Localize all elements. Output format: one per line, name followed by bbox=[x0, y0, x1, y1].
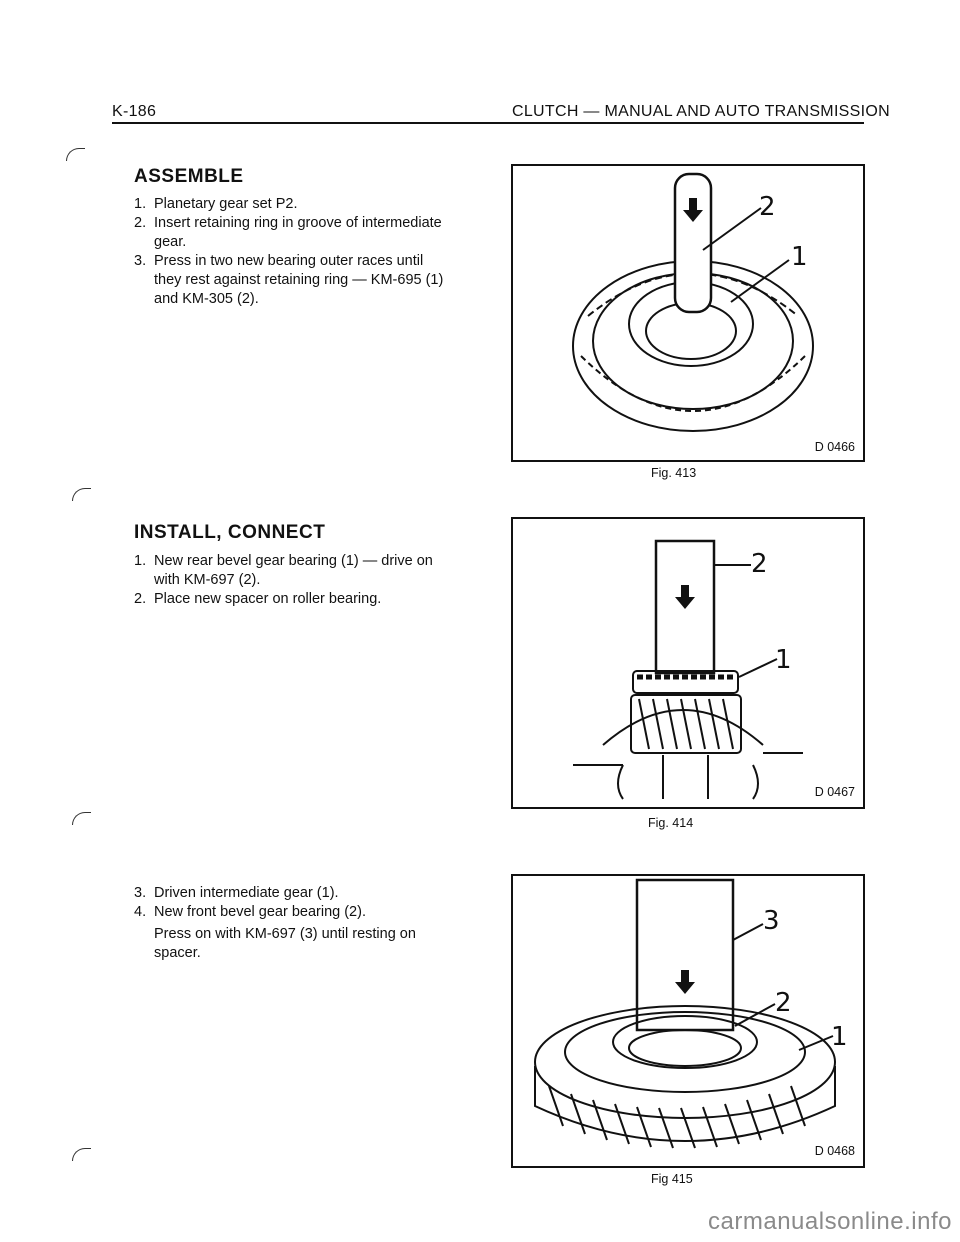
assemble-steps bbox=[134, 195, 444, 309]
section-heading-install-connect: INSTALL, CONNECT bbox=[134, 522, 326, 543]
step-item: 2. Place new spacer on roller bearing. bbox=[134, 591, 382, 607]
step-item: 1. New rear bevel gear bearing (1) — drive on with KM-697 (2). bbox=[134, 553, 433, 588]
figure-code: D 0467 bbox=[814, 785, 855, 799]
margin-mark bbox=[72, 812, 91, 825]
bearing-drive-illustration bbox=[513, 519, 863, 807]
figure-414 bbox=[511, 517, 865, 809]
page-number: K-186 bbox=[112, 103, 157, 120]
callout-2: 2 bbox=[751, 549, 768, 579]
callout-3: 3 bbox=[763, 906, 780, 936]
gear-press-illustration bbox=[513, 876, 863, 1166]
step-item: 3. Press in two new bearing outer races until they rest against retaining ring — KM-695 (1) and KM-305 (2). bbox=[134, 253, 444, 307]
figure-413 bbox=[511, 164, 865, 462]
step-item: 4. New front bevel gear bearing (2). bbox=[134, 904, 366, 920]
figure-caption: Fig 415 bbox=[651, 1172, 693, 1186]
figure-caption: Fig. 413 bbox=[651, 466, 697, 480]
margin-mark bbox=[72, 488, 91, 501]
watermark: carmanualsonline.info bbox=[708, 1208, 952, 1235]
gear-with-press-tool-illustration bbox=[513, 166, 863, 460]
figure-caption: Fig. 414 bbox=[648, 816, 694, 830]
step-note: Press on with KM-697 (3) until resting on spacer. bbox=[154, 926, 416, 961]
callout-1: 1 bbox=[831, 1022, 848, 1052]
figure-code: D 0468 bbox=[814, 1144, 855, 1158]
margin-mark bbox=[66, 148, 85, 161]
callout-2: 2 bbox=[775, 988, 792, 1018]
step-item: 3. Driven intermediate gear (1). bbox=[134, 885, 339, 901]
callout-1: 1 bbox=[775, 645, 792, 675]
continued-steps bbox=[134, 884, 454, 922]
section-title: CLUTCH — MANUAL AND AUTO TRANSMISSION bbox=[512, 103, 890, 120]
header-rule bbox=[112, 122, 864, 124]
install-steps bbox=[134, 552, 444, 609]
figure-code: D 0466 bbox=[814, 440, 855, 454]
margin-mark bbox=[72, 1148, 91, 1161]
figure-415 bbox=[511, 874, 865, 1168]
step-item: 2. Insert retaining ring in groove of intermediate gear. bbox=[134, 215, 442, 250]
step-item: 1. Planetary gear set P2. bbox=[134, 196, 298, 212]
callout-2: 2 bbox=[759, 192, 776, 222]
section-heading-assemble: ASSEMBLE bbox=[134, 166, 244, 187]
callout-1: 1 bbox=[791, 242, 808, 272]
